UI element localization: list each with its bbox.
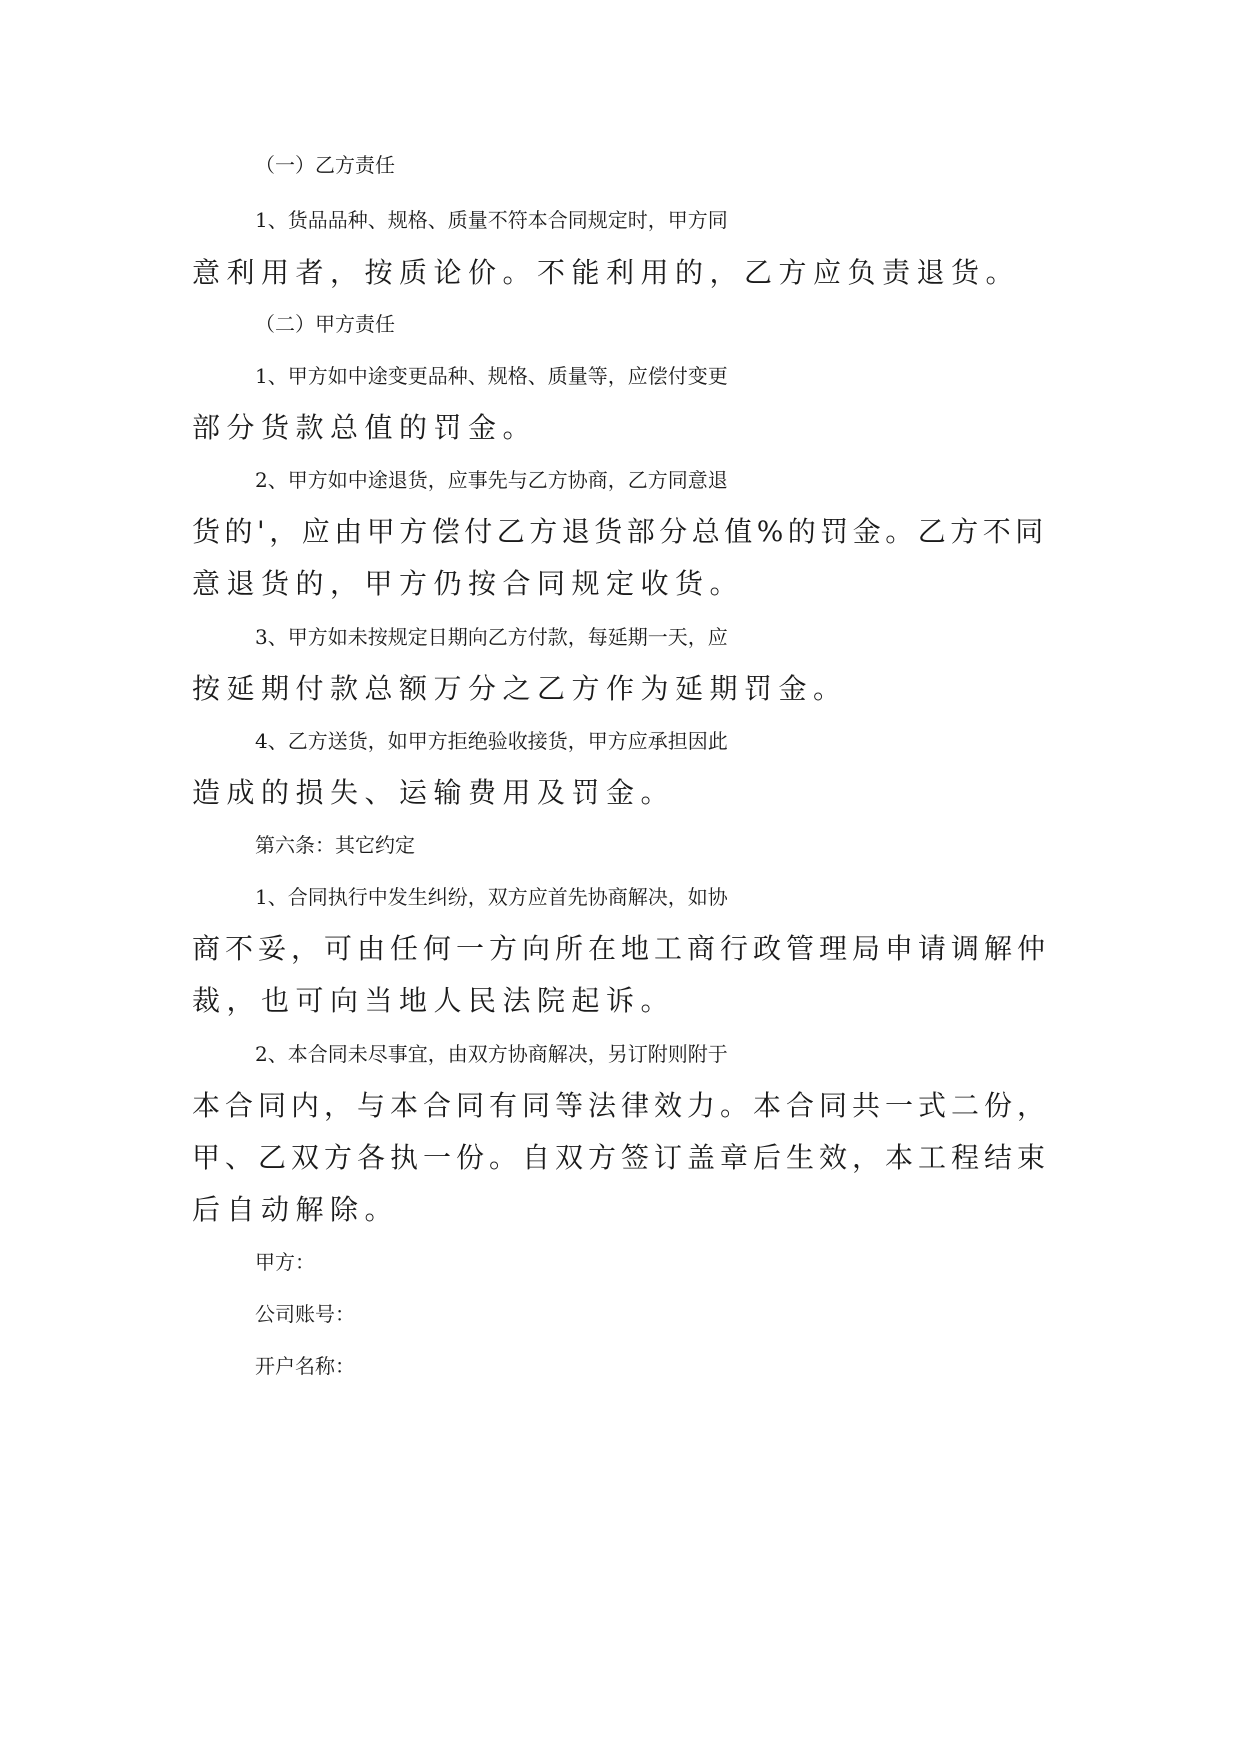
paragraph-line: 按延期付款总额万分之乙方作为延期罚金。: [192, 672, 848, 705]
paragraph-line: 2、本合同未尽事宜，由双方协商解决，另订附则附于: [255, 1042, 728, 1066]
paragraph-line: 造成的损失、运输费用及罚金。: [192, 776, 676, 809]
paragraph-line: 2、甲方如中途退货，应事先与乙方协商，乙方同意退: [255, 468, 728, 492]
section-heading-party-a-liability: （二）甲方责任: [255, 312, 395, 336]
paragraph-line: 1、货品品种、规格、质量不符本合同规定时，甲方同: [255, 208, 728, 232]
paragraph-line: 本合同内，与本合同有同等法律效力。本合同共一式二份，: [192, 1089, 1051, 1122]
paragraph-line: 意退货的，甲方仍按合同规定收货。: [192, 567, 745, 600]
paragraph-line: 后自动解除。: [192, 1193, 400, 1226]
document-page: [192, 0, 1052, 1754]
paragraph-line: 部分货款总值的罚金。: [192, 411, 538, 444]
company-account-label: 公司账号：: [255, 1302, 355, 1326]
account-name-label: 开户名称：: [255, 1354, 355, 1378]
paragraph-line: 裁，也可向当地人民法院起诉。: [192, 984, 676, 1017]
party-a-label: 甲方：: [255, 1250, 315, 1274]
paragraph-line: 3、甲方如未按规定日期向乙方付款，每延期一天，应: [255, 625, 728, 649]
paragraph-line: 1、甲方如中途变更品种、规格、质量等，应偿付变更: [255, 364, 728, 388]
section-heading-party-b-liability: （一）乙方责任: [255, 153, 395, 177]
paragraph-line: 1、合同执行中发生纠纷，双方应首先协商解决，如协: [255, 885, 728, 909]
paragraph-line: 商不妥，可由任何一方向所在地工商行政管理局申请调解仲: [192, 932, 1051, 965]
paragraph-line: 意利用者，按质论价。不能利用的，乙方应负责退货。: [192, 256, 1021, 289]
paragraph-line: 4、乙方送货，如甲方拒绝验收接货，甲方应承担因此: [255, 729, 728, 753]
article-heading-other-provisions: 第六条：其它约定: [255, 833, 415, 857]
paragraph-line: 甲、乙双方各执一份。自双方签订盖章后生效，本工程结束: [192, 1141, 1051, 1174]
paragraph-line: 货的'，应由甲方偿付乙方退货部分总值%的罚金。乙方不同: [192, 515, 1048, 548]
